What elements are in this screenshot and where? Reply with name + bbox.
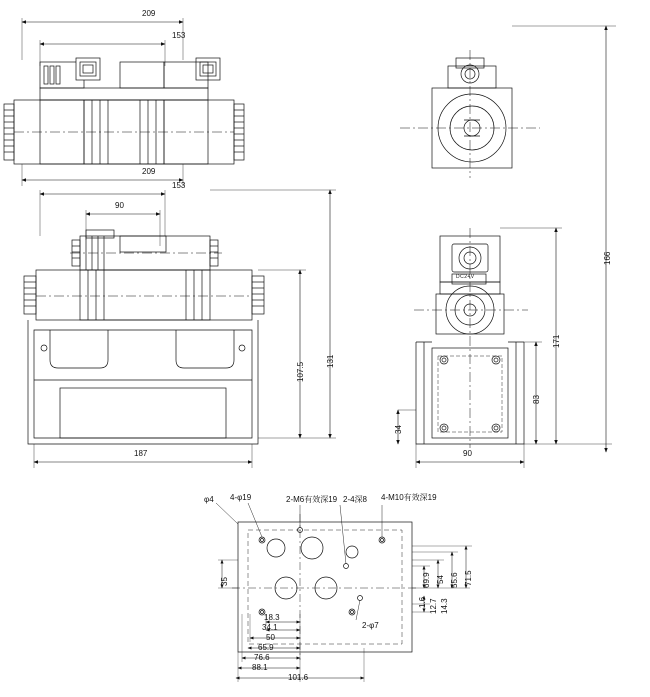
dim-90-bottom: 90 bbox=[463, 449, 472, 458]
dim-171: 171 bbox=[552, 334, 561, 348]
dim-55-6: 55.6 bbox=[450, 572, 459, 588]
dim-65-9: 65.9 bbox=[258, 643, 274, 652]
dim-209-lower: 209 bbox=[142, 167, 156, 176]
dim-131: 131 bbox=[326, 354, 335, 368]
dim-209-top: 209 bbox=[142, 9, 156, 18]
dim-90: 90 bbox=[115, 201, 124, 210]
dim-1-6: 1.6 bbox=[418, 596, 427, 608]
callout-2-phi8: 2-4深8 bbox=[343, 495, 368, 504]
dim-35: 35 bbox=[220, 577, 229, 586]
dim-153: 153 bbox=[172, 181, 186, 190]
dim-76-6: 76.6 bbox=[254, 653, 270, 662]
dim-187: 187 bbox=[134, 449, 148, 458]
callout-4-m10: 4-M10有效深19 bbox=[381, 493, 437, 502]
callout-2-phi7: 2-φ7 bbox=[362, 621, 379, 630]
dim-18-3: 18.3 bbox=[264, 613, 280, 622]
dim-83: 83 bbox=[532, 395, 541, 404]
callout-2-m6: 2-M6有效深19 bbox=[286, 495, 338, 504]
dim-34-1: 34.1 bbox=[262, 623, 278, 632]
view-top-left bbox=[4, 18, 244, 186]
view-mid-right bbox=[398, 228, 612, 468]
callout-phi4: φ4 bbox=[204, 495, 214, 504]
dim-69-9: 69.9 bbox=[422, 572, 431, 588]
view-mid-left bbox=[24, 190, 336, 468]
dim-153-top: 153 bbox=[172, 31, 186, 40]
dim-101-6: 101.6 bbox=[288, 673, 309, 682]
dim-71-5: 71.5 bbox=[464, 570, 473, 586]
dim-14-3: 14.3 bbox=[440, 598, 449, 614]
callout-4-phi19: 4-φ19 bbox=[230, 493, 252, 502]
dim-50: 50 bbox=[266, 633, 275, 642]
dim-107-5: 107.5 bbox=[296, 361, 305, 382]
dim-54: 54 bbox=[436, 575, 445, 584]
dim-12-7: 12.7 bbox=[429, 598, 438, 614]
dim-34: 34 bbox=[394, 425, 403, 434]
dim-88-1: 88.1 bbox=[252, 663, 268, 672]
dim-166: 166 bbox=[603, 251, 612, 265]
coil-label: DC24V bbox=[456, 274, 475, 280]
